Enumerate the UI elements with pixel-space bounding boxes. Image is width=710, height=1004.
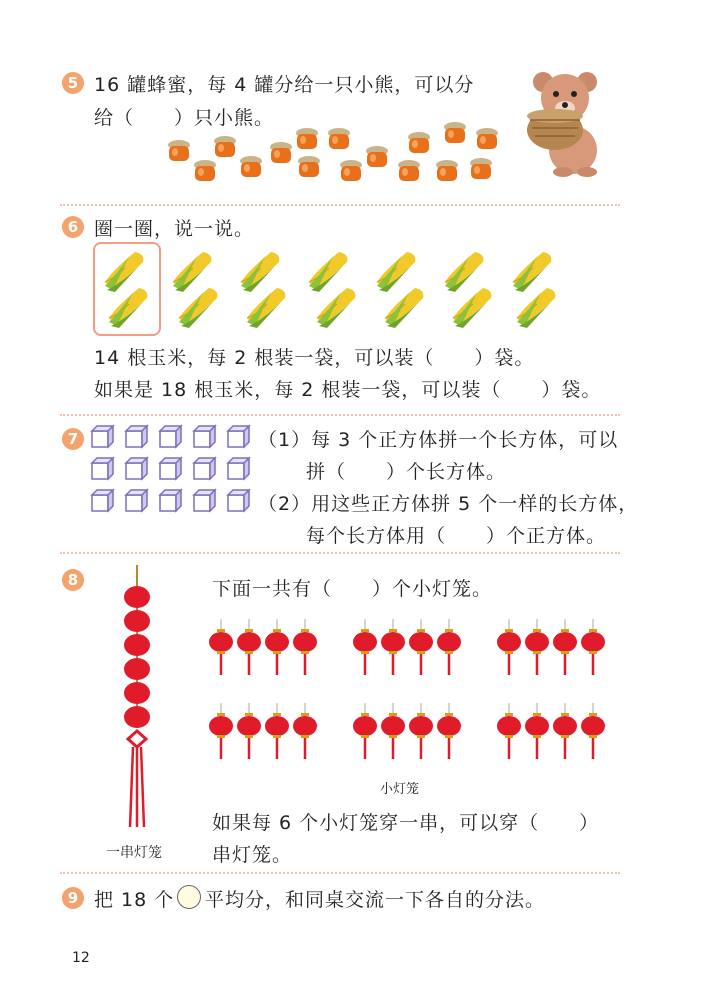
q9-text-end: 平均分，和同桌交流一下各自的分法。 xyxy=(205,889,546,911)
corn-illustration xyxy=(95,244,575,334)
honey-jars-illustration xyxy=(160,115,510,195)
lantern-string-illustration xyxy=(116,565,158,830)
q8-title: 下面一共有（ ）个小灯笼。 xyxy=(212,578,493,600)
small-lanterns-grid xyxy=(205,605,615,775)
q9-text-start: 把 18 个 xyxy=(94,889,175,911)
question-number-7: 7 xyxy=(62,428,84,450)
q8-text-line2: 串灯笼。 xyxy=(212,844,293,866)
q6-text-line1: 14 根玉米，每 2 根装一袋，可以装（ ）袋。 xyxy=(94,347,535,369)
q7-part2-line1: （2）用这些正方体拼 5 个一样的长方体， xyxy=(258,493,639,515)
q6-title: 圈一圈，说一说。 xyxy=(94,218,255,240)
circle-icon xyxy=(177,885,201,909)
q7-part1-line1: （1）每 3 个正方体拼一个长方体，可以 xyxy=(258,429,619,451)
q7-part2-line2: 每个长方体用（ ）个正方体。 xyxy=(306,525,607,547)
section-divider xyxy=(60,552,620,554)
q8-text-line1: 如果每 6 个小灯笼穿一串，可以穿（ ） xyxy=(212,812,600,834)
q7-part1-line2: 拼（ ）个长方体。 xyxy=(306,461,507,483)
section-divider xyxy=(60,414,620,416)
cubes-illustration xyxy=(90,424,260,520)
section-divider xyxy=(60,872,620,874)
lantern-string-caption: 一串灯笼 xyxy=(106,845,162,861)
question-number-6: 6 xyxy=(62,216,84,238)
page-number: 12 xyxy=(72,950,90,966)
q5-text-line2: 给（ ）只小熊。 xyxy=(94,107,275,129)
section-divider xyxy=(60,204,620,206)
small-lantern-caption: 小灯笼 xyxy=(380,782,420,797)
bear-with-basket-illustration xyxy=(525,68,607,178)
question-number-9: 9 xyxy=(62,887,84,909)
question-number-8: 8 xyxy=(62,569,84,591)
q6-text-line2: 如果是 18 根玉米，每 2 根装一袋，可以装（ ）袋。 xyxy=(94,379,602,401)
question-number-5: 5 xyxy=(62,72,84,94)
q5-text-line1: 16 罐蜂蜜，每 4 罐分给一只小熊，可以分 xyxy=(94,74,475,96)
